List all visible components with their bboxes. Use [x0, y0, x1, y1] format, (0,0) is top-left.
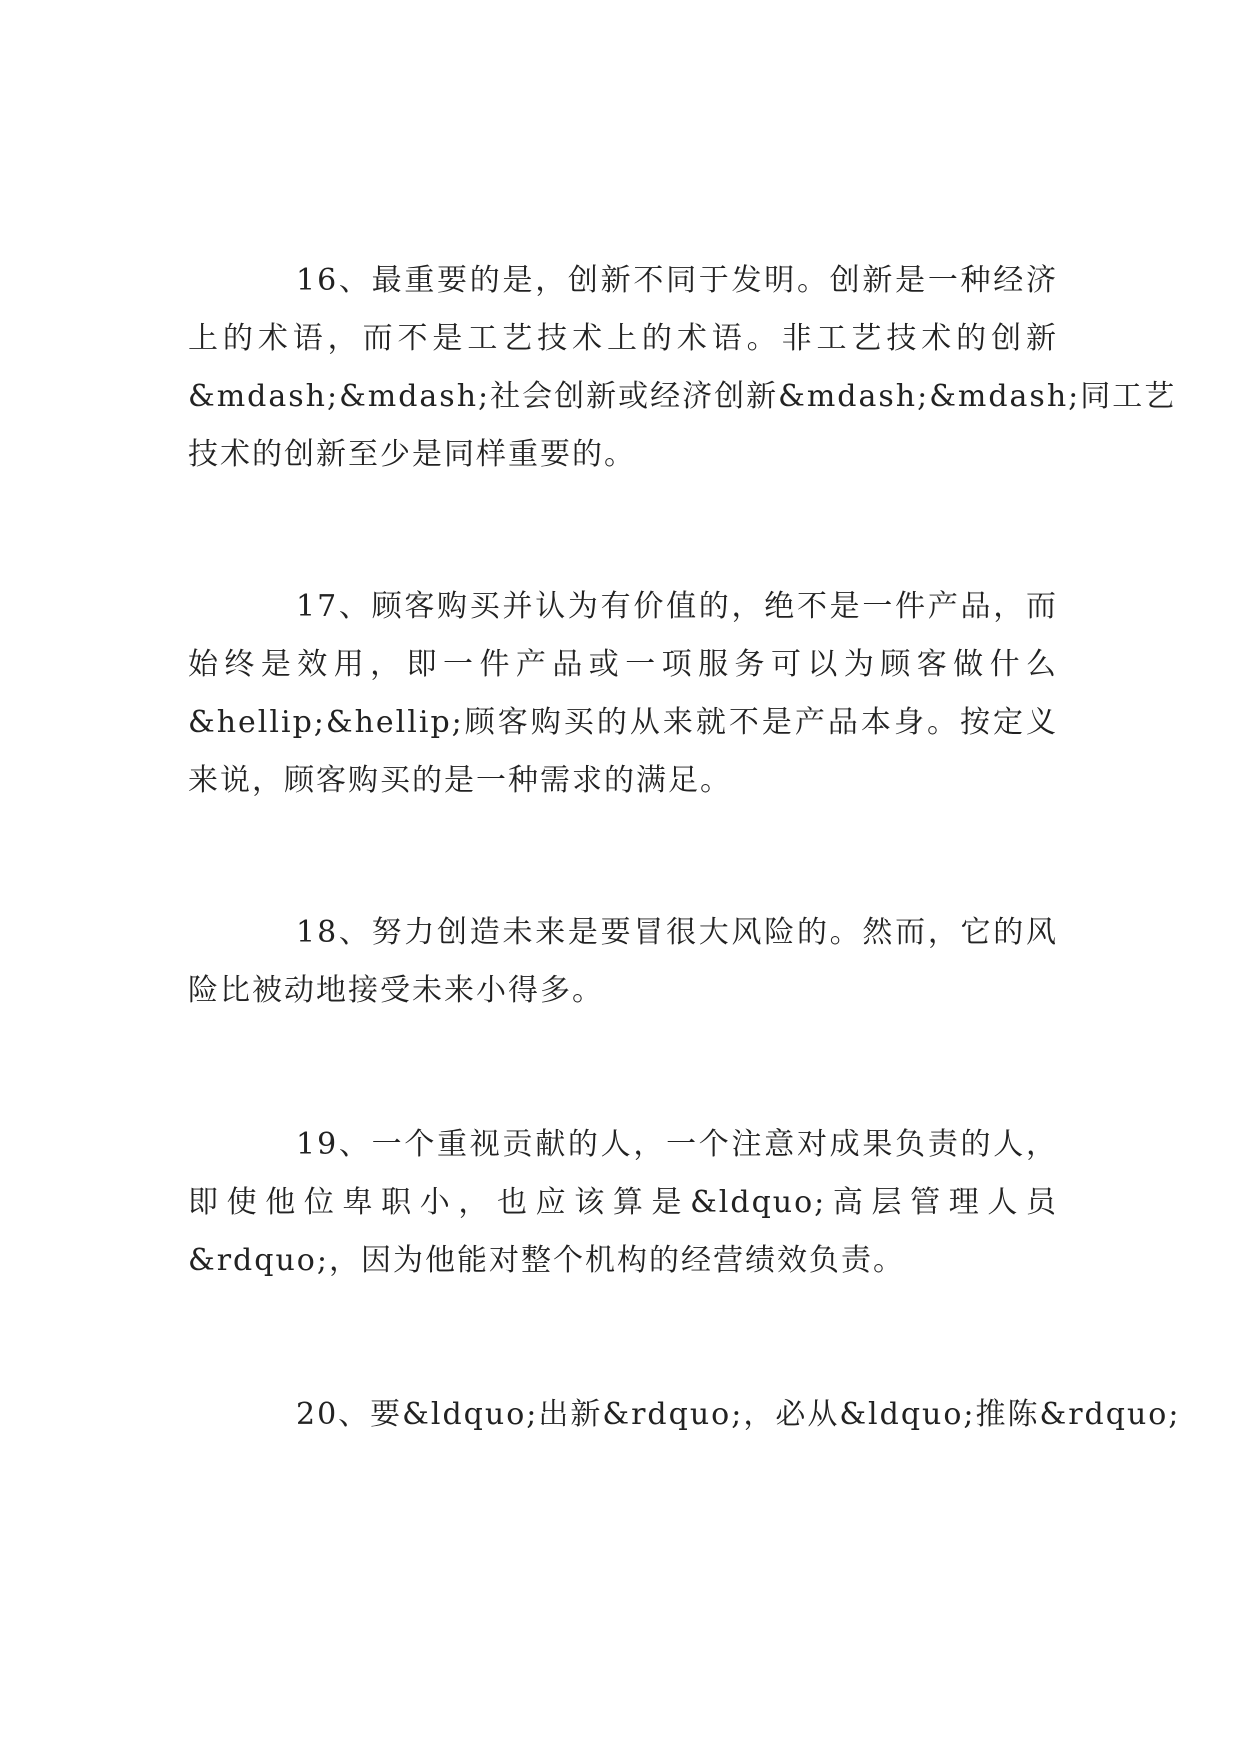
paragraph-line: 技术的创新至少是同样重要的。: [188, 437, 636, 472]
paragraph-line: 即使他位卑职小，也应该算是&ldquo;高层管理人员: [188, 1185, 1058, 1220]
paragraph-line: 始终是效用，即一件产品或一项服务可以为顾客做什么: [188, 647, 1058, 682]
paragraph-line: &hellip;&hellip;顾客购买的从来就不是产品本身。按定义: [188, 705, 1058, 740]
paragraph-line: 险比被动地接受未来小得多。: [188, 973, 604, 1008]
paragraph-19: [188, 1116, 1058, 1290]
paragraph-line: 19、一个重视贡献的人，一个注意对成果负责的人，: [296, 1127, 1058, 1162]
paragraph-line: 17、顾客购买并认为有价值的，绝不是一件产品，而: [296, 589, 1058, 624]
paragraph-line: 上的术语，而不是工艺技术上的术语。非工艺技术的创新: [188, 321, 1058, 356]
paragraph-line: 来说，顾客购买的是一种需求的满足。: [188, 763, 732, 798]
paragraph-line: 18、努力创造未来是要冒很大风险的。然而，它的风: [296, 915, 1058, 950]
paragraph-20: [188, 1386, 1181, 1444]
paragraph-line: 20、要&ldquo;出新&rdquo;，必从&ldquo;推陈&rdquo;: [296, 1397, 1181, 1432]
paragraph-line: &mdash;&mdash;社会创新或经济创新&mdash;&mdash;同工艺: [188, 379, 1177, 414]
paragraph-17: [188, 578, 1058, 810]
paragraph-line: 16、最重要的是，创新不同于发明。创新是一种经济: [296, 263, 1058, 298]
paragraph-16: [188, 252, 1177, 484]
paragraph-line: &rdquo;，因为他能对整个机构的经营绩效负责。: [188, 1243, 905, 1278]
paragraph-18: [188, 904, 1058, 1020]
